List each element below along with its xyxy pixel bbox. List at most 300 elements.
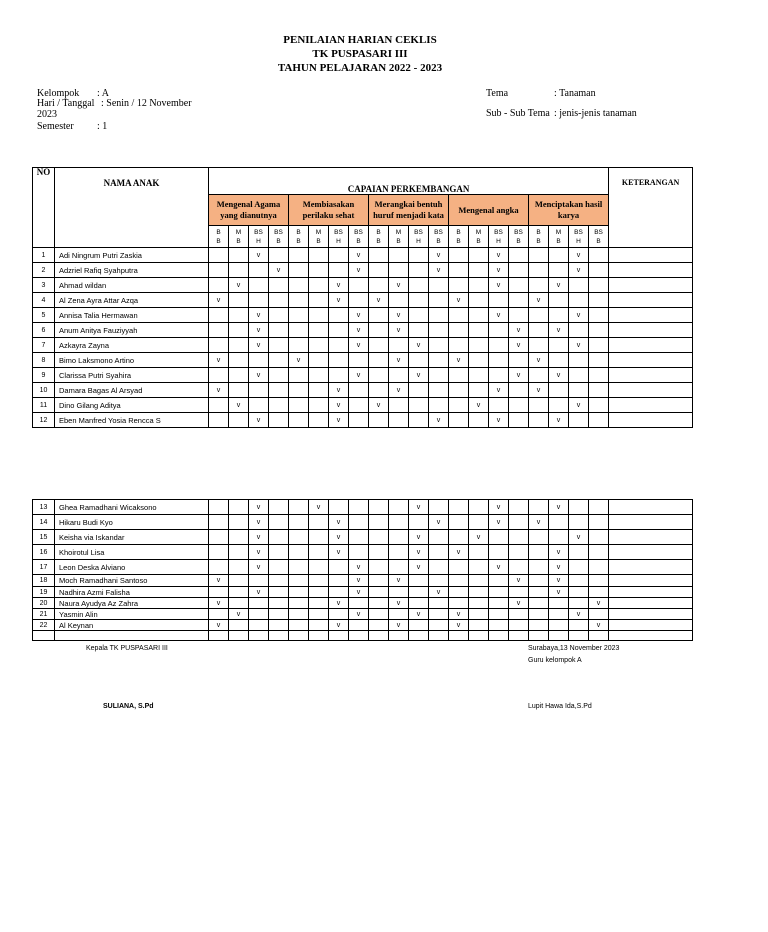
assessment-cell	[489, 338, 509, 353]
assessment-cell	[529, 278, 549, 293]
assessment-cell	[509, 609, 529, 620]
assessment-cell: v	[389, 575, 409, 587]
assessment-cell: v	[549, 278, 569, 293]
scale-bb-4: B B	[449, 226, 469, 248]
assessment-cell: v	[569, 263, 589, 278]
student-name: Naura Ayudya Az Zahra	[55, 598, 209, 609]
assessment-cell	[409, 598, 429, 609]
assessment-cell	[569, 413, 589, 428]
keterangan-cell	[609, 587, 693, 598]
assessment-cell: v	[589, 598, 609, 609]
keterangan-cell	[609, 545, 693, 560]
assessment-cell	[369, 530, 389, 545]
assessment-cell	[409, 308, 429, 323]
blank-row	[33, 631, 693, 641]
assessment-cell	[269, 248, 289, 263]
blank-cell	[269, 631, 289, 641]
assessment-cell	[289, 323, 309, 338]
assessment-cell: v	[449, 353, 469, 368]
assessment-cell	[229, 293, 249, 308]
scale-bsb-2: BS B	[349, 226, 369, 248]
assessment-cell	[589, 500, 609, 515]
subtema-row	[486, 108, 637, 119]
assessment-cell: v	[389, 620, 409, 631]
assessment-cell: v	[329, 515, 349, 530]
assessment-cell	[569, 620, 589, 631]
assessment-cell	[349, 398, 369, 413]
assessment-cell: v	[209, 575, 229, 587]
assessment-cell: v	[389, 323, 409, 338]
assessment-cell	[329, 575, 349, 587]
assessment-cell	[549, 338, 569, 353]
category-header-1: Mengenal Agama yang dianutnya	[209, 195, 289, 226]
assessment-cell: v	[449, 620, 469, 631]
assessment-cell	[569, 545, 589, 560]
assessment-cell: v	[249, 323, 269, 338]
assessment-cell	[289, 248, 309, 263]
keterangan-cell	[609, 398, 693, 413]
assessment-cell	[569, 293, 589, 308]
blank-cell	[469, 631, 489, 641]
assessment-cell: v	[449, 545, 469, 560]
assessment-cell: v	[349, 248, 369, 263]
assessment-cell	[429, 575, 449, 587]
assessment-cell	[469, 368, 489, 383]
assessment-cell	[569, 515, 589, 530]
assessment-cell	[269, 368, 289, 383]
blank-cell	[449, 631, 469, 641]
assessment-cell	[509, 500, 529, 515]
assessment-cell	[269, 500, 289, 515]
assessment-cell	[469, 598, 489, 609]
row-number: 7	[33, 338, 55, 353]
assessment-cell: v	[409, 338, 429, 353]
assessment-cell	[529, 575, 549, 587]
assessment-cell	[289, 560, 309, 575]
assessment-cell: v	[409, 368, 429, 383]
assessment-cell	[209, 248, 229, 263]
assessment-cell	[489, 598, 509, 609]
blank-cell	[489, 631, 509, 641]
assessment-cell	[309, 609, 329, 620]
assessment-cell	[469, 609, 489, 620]
assessment-cell	[549, 293, 569, 308]
assessment-cell	[369, 248, 389, 263]
assessment-cell	[309, 398, 329, 413]
assessment-cell	[229, 338, 249, 353]
scale-bb-1: B B	[209, 226, 229, 248]
assessment-cell	[529, 323, 549, 338]
assessment-cell	[289, 575, 309, 587]
blank-cell	[229, 631, 249, 641]
table-row	[33, 545, 693, 560]
assessment-cell	[229, 368, 249, 383]
assessment-cell: v	[329, 598, 349, 609]
assessment-cell	[309, 575, 329, 587]
semester-label: Semester	[37, 121, 74, 132]
scale-bsh-1: BS H	[249, 226, 269, 248]
assessment-cell	[549, 598, 569, 609]
assessment-cell	[589, 575, 609, 587]
hari-label: Hari / Tanggal	[37, 98, 95, 109]
assessment-cell: v	[289, 353, 309, 368]
table-row	[33, 368, 693, 383]
assessment-cell: v	[489, 308, 509, 323]
assessment-cell	[429, 383, 449, 398]
assessment-cell	[489, 575, 509, 587]
assessment-cell	[529, 545, 549, 560]
student-name: Damara Bagas Al Arsyad	[55, 383, 209, 398]
keterangan-cell	[609, 515, 693, 530]
assessment-cell: v	[549, 560, 569, 575]
assessment-cell	[369, 609, 389, 620]
assessment-cell	[529, 587, 549, 598]
scale-bsb-4: BS B	[509, 226, 529, 248]
assessment-cell: v	[349, 368, 369, 383]
assessment-cell	[469, 263, 489, 278]
assessment-cell	[309, 353, 329, 368]
assessment-cell: v	[429, 515, 449, 530]
assessment-cell	[289, 413, 309, 428]
assessment-cell: v	[509, 338, 529, 353]
assessment-cell	[489, 353, 509, 368]
assessment-cell: v	[369, 293, 389, 308]
assessment-cell	[209, 398, 229, 413]
blank-cell	[609, 631, 693, 641]
assessment-cell	[489, 620, 509, 631]
assessment-cell	[289, 587, 309, 598]
assessment-cell	[249, 398, 269, 413]
assessment-cell	[329, 609, 349, 620]
assessment-cell	[429, 308, 449, 323]
keterangan-cell	[609, 383, 693, 398]
keterangan-cell	[609, 530, 693, 545]
assessment-cell: v	[249, 500, 269, 515]
assessment-cell	[449, 515, 469, 530]
title-line-3: TAHUN PELAJARAN 2022 - 2023	[277, 62, 443, 74]
assessment-cell: v	[589, 620, 609, 631]
assessment-cell	[229, 353, 249, 368]
assessment-cell	[209, 587, 229, 598]
assessment-cell	[309, 278, 329, 293]
assessment-cell	[389, 293, 409, 308]
assessment-cell	[549, 620, 569, 631]
assessment-cell	[549, 609, 569, 620]
student-name: Hikaru Budi Kyo	[55, 515, 209, 530]
assessment-cell	[409, 620, 429, 631]
title-line-1: PENILAIAN HARIAN CEKLIS	[283, 34, 437, 46]
keterangan-cell	[609, 323, 693, 338]
blank-cell	[55, 631, 209, 641]
assessment-cell	[349, 515, 369, 530]
assessment-cell: v	[429, 587, 449, 598]
table-row	[33, 515, 693, 530]
assessment-cell: v	[469, 398, 489, 413]
row-number: 1	[33, 248, 55, 263]
kelompok-value: : A	[97, 88, 109, 99]
assessment-cell	[569, 278, 589, 293]
keterangan-header: KETERANGAN	[609, 168, 693, 248]
assessment-cell: v	[229, 278, 249, 293]
blank-cell	[549, 631, 569, 641]
assessment-cell	[229, 560, 249, 575]
assessment-cell	[449, 598, 469, 609]
assessment-cell	[389, 587, 409, 598]
assessment-cell	[449, 500, 469, 515]
assessment-cell	[349, 293, 369, 308]
assessment-cell	[429, 353, 449, 368]
keterangan-cell	[609, 353, 693, 368]
table-row	[33, 587, 693, 598]
assessment-cell: v	[509, 368, 529, 383]
principal-name: SULIANA, S.Pd	[103, 703, 154, 710]
assessment-cell: v	[569, 398, 589, 413]
title-line-2: TK PUSPASARI III	[312, 48, 408, 60]
table-row	[33, 413, 693, 428]
assessment-cell	[529, 560, 549, 575]
assessment-cell: v	[489, 278, 509, 293]
student-name: Azkayra Zayna	[55, 338, 209, 353]
assessment-cell	[349, 353, 369, 368]
student-name: Al Zena Ayra Attar Azqa	[55, 293, 209, 308]
assessment-cell: v	[249, 413, 269, 428]
assessment-cell: v	[549, 500, 569, 515]
assessment-cell	[569, 598, 589, 609]
assessment-cell	[489, 398, 509, 413]
assessment-cell: v	[249, 308, 269, 323]
assessment-cell	[389, 413, 409, 428]
assessment-cell	[229, 308, 249, 323]
row-number: 16	[33, 545, 55, 560]
assessment-cell	[249, 609, 269, 620]
assessment-cell	[269, 587, 289, 598]
assessment-cell	[529, 530, 549, 545]
semester-row	[37, 121, 107, 132]
assessment-cell	[409, 587, 429, 598]
assessment-cell: v	[529, 515, 549, 530]
assessment-cell: v	[529, 293, 549, 308]
assessment-cell	[309, 248, 329, 263]
scale-bb-3: B B	[369, 226, 389, 248]
assessment-cell	[509, 293, 529, 308]
assessment-cell	[309, 383, 329, 398]
assessment-cell	[589, 263, 609, 278]
assessment-cell	[469, 575, 489, 587]
assessment-cell	[529, 248, 549, 263]
table-row	[33, 278, 693, 293]
assessment-cell: v	[329, 398, 349, 413]
assessment-cell	[289, 263, 309, 278]
assessment-cell: v	[249, 515, 269, 530]
assessment-cell	[289, 609, 309, 620]
assessment-cell	[209, 308, 229, 323]
blank-cell	[569, 631, 589, 641]
assessment-cell	[429, 545, 449, 560]
assessment-cell: v	[389, 353, 409, 368]
signature-place-date: Surabaya,13 November 2023	[528, 645, 620, 652]
assessment-cell	[309, 598, 329, 609]
assessment-cell	[209, 545, 229, 560]
assessment-cell	[409, 515, 429, 530]
assessment-cell	[369, 323, 389, 338]
assessment-cell	[229, 413, 249, 428]
scale-mb-3: M B	[389, 226, 409, 248]
assessment-cell	[309, 530, 329, 545]
row-number: 18	[33, 575, 55, 587]
assessment-cell	[489, 293, 509, 308]
assessment-cell: v	[389, 598, 409, 609]
assessment-cell	[249, 598, 269, 609]
assessment-cell: v	[329, 413, 349, 428]
blank-cell	[369, 631, 389, 641]
assessment-cell	[469, 413, 489, 428]
category-header-3: Merangkai bentuh huruf menjadi kata	[369, 195, 449, 226]
tema-value: : Tanaman	[554, 88, 596, 99]
assessment-cell	[389, 515, 409, 530]
assessment-cell	[229, 545, 249, 560]
assessment-cell	[449, 575, 469, 587]
assessment-cell	[429, 368, 449, 383]
assessment-cell	[269, 413, 289, 428]
assessment-cell	[309, 368, 329, 383]
assessment-cell	[369, 500, 389, 515]
assessment-cell	[489, 587, 509, 598]
assessment-cell	[329, 308, 349, 323]
assessment-cell: v	[489, 248, 509, 263]
student-name: Clarissa Putri Syahira	[55, 368, 209, 383]
assessment-cell: v	[329, 293, 349, 308]
scale-bb-5: B B	[529, 226, 549, 248]
assessment-cell	[289, 383, 309, 398]
assessment-cell	[449, 383, 469, 398]
principal-title: Kepala TK PUSPASARI III	[86, 645, 168, 652]
hari-value-year: 2023	[37, 109, 57, 120]
assessment-cell	[549, 515, 569, 530]
row-number: 17	[33, 560, 55, 575]
assessment-cell	[329, 353, 349, 368]
assessment-cell	[469, 587, 489, 598]
table-row	[33, 598, 693, 609]
assessment-cell: v	[389, 278, 409, 293]
assessment-cell	[469, 620, 489, 631]
assessment-cell	[209, 530, 229, 545]
assessment-cell	[409, 575, 429, 587]
row-number: 19	[33, 587, 55, 598]
assessment-cell	[509, 308, 529, 323]
assessment-cell	[549, 530, 569, 545]
assessment-cell	[509, 398, 529, 413]
assessment-cell	[509, 530, 529, 545]
assessment-cell	[409, 323, 429, 338]
blank-cell	[509, 631, 529, 641]
assessment-cell: v	[369, 398, 389, 413]
assessment-cell	[529, 263, 549, 278]
assessment-cell	[269, 530, 289, 545]
assessment-cell	[429, 530, 449, 545]
assessment-cell	[389, 609, 409, 620]
assessment-cell	[469, 278, 489, 293]
assessment-cell: v	[569, 308, 589, 323]
assessment-cell	[309, 293, 329, 308]
keterangan-cell	[609, 368, 693, 383]
assessment-cell	[549, 353, 569, 368]
blank-cell	[409, 631, 429, 641]
assessment-cell	[209, 338, 229, 353]
student-name: Anum Anitya Fauziyyah	[55, 323, 209, 338]
assessment-cell	[229, 383, 249, 398]
assessment-cell	[469, 293, 489, 308]
assessment-cell	[269, 575, 289, 587]
assessment-cell	[469, 248, 489, 263]
assessment-cell	[249, 263, 269, 278]
assessment-cell: v	[509, 575, 529, 587]
student-name: Leon Deska Alviano	[55, 560, 209, 575]
scale-bsb-5: BS B	[589, 226, 609, 248]
row-number: 8	[33, 353, 55, 368]
student-name: Keisha via Iskandar	[55, 530, 209, 545]
assessment-cell	[529, 368, 549, 383]
blank-cell	[289, 631, 309, 641]
assessment-cell	[589, 515, 609, 530]
assessment-cell	[589, 353, 609, 368]
assessment-cell	[209, 500, 229, 515]
table-row	[33, 620, 693, 631]
table-row	[33, 248, 693, 263]
assessment-cell	[369, 263, 389, 278]
assessment-cell	[209, 368, 229, 383]
assessment-cell	[449, 263, 469, 278]
assessment-cell	[589, 413, 609, 428]
assessment-cell	[309, 515, 329, 530]
keterangan-cell	[609, 620, 693, 631]
assessment-cell	[389, 368, 409, 383]
assessment-cell	[569, 500, 589, 515]
assessment-cell: v	[209, 293, 229, 308]
student-name: Bimo Laksmono Artino	[55, 353, 209, 368]
assessment-cell: v	[329, 383, 349, 398]
assessment-cell: v	[349, 587, 369, 598]
assessment-cell	[369, 278, 389, 293]
assessment-cell	[289, 278, 309, 293]
assessment-cell: v	[569, 338, 589, 353]
assessment-cell: v	[349, 338, 369, 353]
row-number: 11	[33, 398, 55, 413]
assessment-cell	[549, 398, 569, 413]
assessment-cell	[229, 587, 249, 598]
table-row	[33, 560, 693, 575]
kelompok-label: Kelompok	[37, 88, 80, 99]
blank-cell	[249, 631, 269, 641]
assessment-cell: v	[329, 530, 349, 545]
assessment-cell	[369, 383, 389, 398]
assessment-cell	[369, 308, 389, 323]
assessment-cell	[589, 530, 609, 545]
assessment-cell	[269, 308, 289, 323]
assessment-cell: v	[249, 560, 269, 575]
assessment-cell: v	[249, 338, 269, 353]
row-number: 12	[33, 413, 55, 428]
assessment-cell: v	[549, 413, 569, 428]
assessment-cell	[589, 560, 609, 575]
assessment-cell	[409, 413, 429, 428]
assessment-cell	[289, 293, 309, 308]
assessment-cell	[269, 353, 289, 368]
student-name: Khoirotul Lisa	[55, 545, 209, 560]
assessment-cell	[529, 308, 549, 323]
assessment-cell	[549, 383, 569, 398]
row-number: 2	[33, 263, 55, 278]
assessment-cell: v	[409, 609, 429, 620]
